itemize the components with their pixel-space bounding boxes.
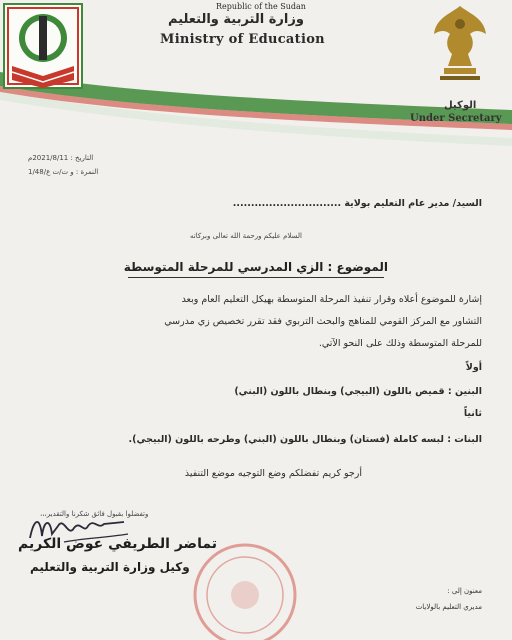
boys-uniform: البنين : قميص باللون (البيجي) وبنطال باللون (البني) [234,386,482,397]
cc-recipient: مديري التعليم بالولايات [415,603,482,611]
addressee: السيد/ مدير عام التعليم بولاية .............................. [232,198,482,209]
closing-line: وتفضلوا بقبول فائق شكرنا والتقدير،،، [40,510,149,518]
under-secretary-english: Under Secretary [410,113,502,124]
letter-date: التاريخ : 2021/8/11م [28,154,94,162]
body-line-2: التشاور مع المركز القومي للمناهج والبحث التربوي فقد تقرر تخصيص زي مدرسي [164,316,482,327]
republic-label: Republic of the Sudan [216,2,306,11]
body-line-3: للمرحلة المتوسطة وذلك على النحو الآتي. [318,338,482,349]
signatory-name: تماضر الطريفي عوض الكريم [18,536,217,552]
signatory-title: وكيل وزارة التربية والتعليم [30,560,190,574]
body-line-1: إشارة للموضوع أعلاه وقرار تنفيذ المرحلة المتوسطة بهيكل التعليم العام وبعد [181,294,482,305]
ministry-name-english: Ministry of Education [160,32,325,47]
subject-underline [128,277,384,278]
national-emblem-icon [428,0,492,88]
ministry-name-arabic: وزارة التربية والتعليم [168,12,304,27]
letter-number: النمرة : و ت/ت ع/1/48 [28,168,99,176]
subject-line: الموضوع : الزي المدرسي للمرحلة المتوسطة [123,260,388,274]
ministry-logo-icon [2,2,84,90]
second-label: ثانياً [463,408,482,419]
request-line: أرجو كريم تفضلكم وضع التوجيه موضع التنفيذ [184,468,362,479]
greeting: السلام عليكم ورحمة الله تعالى وبركاته [190,232,302,240]
under-secretary-arabic: الوكيل [444,100,477,111]
cc-label: معنون إلى : [447,587,482,595]
first-label: أولاً [465,362,482,373]
official-stamp-icon [190,540,300,640]
girls-uniform: البنات : لبسه كاملة (فستان) وبنطال باللون (البني) وطرحه باللون (البيجي). [128,434,482,445]
